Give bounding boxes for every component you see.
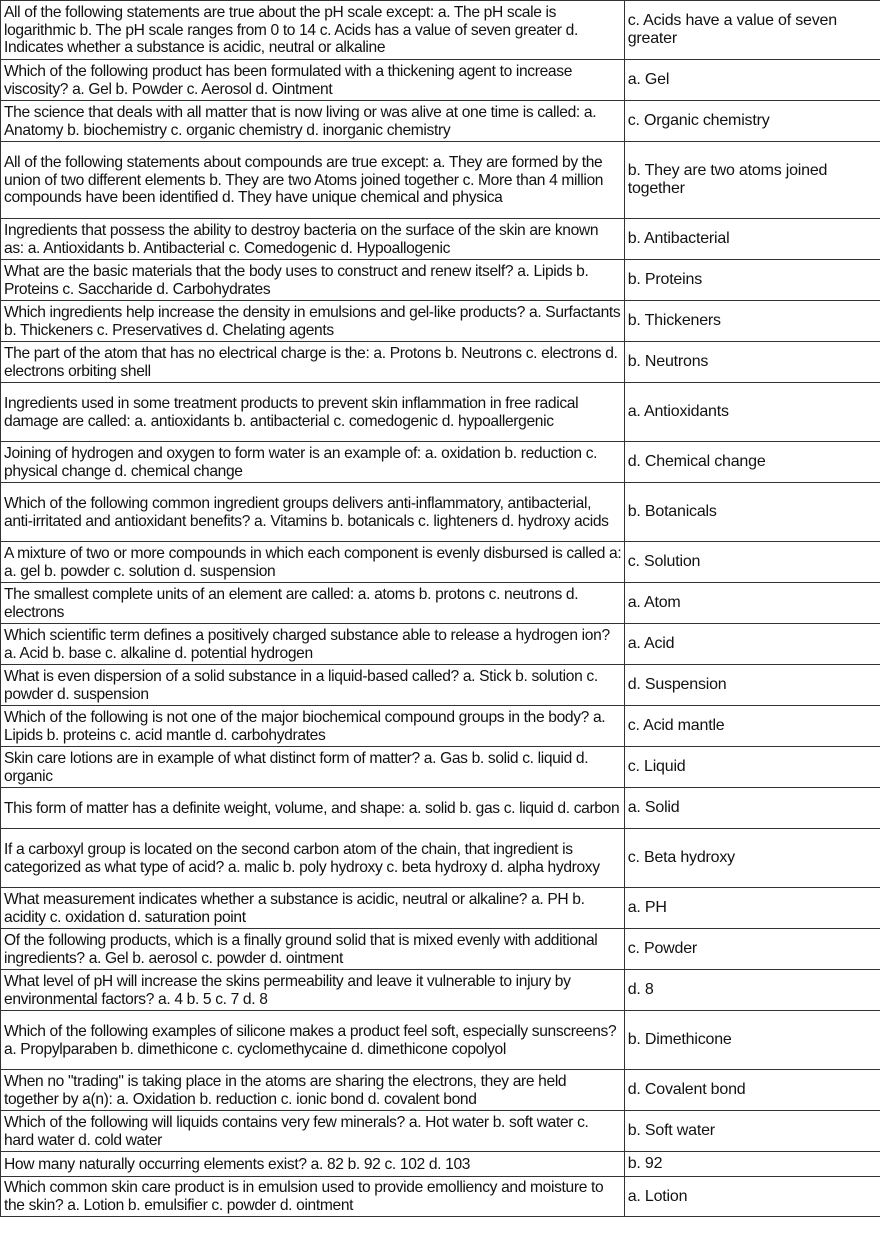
table-row: [1, 142, 880, 219]
answer-cell: [624, 260, 880, 301]
question-text: A mixture of two or more compounds in which each component is evenly disbursed is called a: a. gel b. powder c. solution d. suspension: [4, 544, 622, 580]
qa-table-body: [1, 1, 880, 1217]
question-text: Which of the following product has been formulated with a thickening agent to increase viscosity? a. Gel b. Powder c. Aerosol d. Ointment: [4, 62, 573, 98]
table-row: [1, 1, 880, 60]
question-cell: [1, 788, 625, 829]
table-row: [1, 442, 880, 483]
answer-text: d. Suspension: [627, 676, 727, 694]
question-cell: [1, 888, 625, 929]
answer-text: d. Chemical change: [627, 453, 766, 471]
answer-text: a. Antioxidants: [627, 403, 729, 421]
answer-text: d. Covalent bond: [627, 1081, 746, 1099]
question-cell: [1, 929, 625, 970]
answer-cell: [624, 142, 880, 219]
answer-cell: [624, 442, 880, 483]
table-row: [1, 583, 880, 624]
answer-cell: [624, 1011, 880, 1070]
question-cell: [1, 260, 625, 301]
question-cell: [1, 747, 625, 788]
answer-text: b. Proteins: [627, 271, 702, 289]
answer-cell: [624, 888, 880, 929]
answer-text: c. Liquid: [627, 758, 686, 776]
table-row: [1, 1177, 880, 1217]
question-text: The science that deals with all matter that is now living or was alive at one time is called: a. Anatomy b. biochemistry c. organic chemistry d. inorganic chemistry: [4, 103, 597, 139]
answer-text: b. Neutrons: [627, 353, 709, 371]
answer-text: b. They are two atoms joined together: [627, 162, 828, 197]
answer-cell: [624, 1111, 880, 1152]
table-row: [1, 60, 880, 101]
question-text: Which common skin care product is in emulsion used to provide emolliency and moisture to the skin? a. Lotion b. emulsifier c. powder d. ointment: [4, 1179, 604, 1214]
question-text: All of the following statements about compounds are true except: a. They are formed by the union of two different elements b. They are two Atoms joined together c. More than 4 million compounds have been identified d. They have unique chemical and physica: [4, 154, 604, 207]
table-row: [1, 301, 880, 342]
table-row: [1, 101, 880, 142]
question-cell: [1, 665, 625, 706]
answer-cell: [624, 219, 880, 260]
question-text: When no "trading" is taking place in the atoms are sharing the electrons, they are held together by a(n): a. Oxidation b. reduction c. ionic bond d. covalent bond: [4, 1072, 567, 1108]
answer-cell: [624, 101, 880, 142]
question-cell: [1, 1111, 625, 1152]
table-row: [1, 1111, 880, 1152]
answer-cell: [624, 788, 880, 829]
question-text: Ingredients used in some treatment products to prevent skin inflammation in free radical damage are called: a. antioxidants b. antibacterial c. comedogenic d. hypoallergenic: [4, 394, 579, 430]
table-row: [1, 970, 880, 1011]
question-text: Which of the following common ingredient groups delivers anti-inflammatory, antibacterial, anti-irritated and antioxidant benefits? a. Vitamins b. botanicals c. lighteners d. hydroxy acids: [4, 494, 609, 530]
answer-cell: [624, 1070, 880, 1111]
answer-text: b. Dimethicone: [627, 1031, 732, 1049]
question-text: Of the following products, which is a finally ground solid that is mixed evenly with additional ingredients? a. Gel b. aerosol c. powder d. ointment: [4, 931, 598, 967]
table-row: [1, 1011, 880, 1070]
answer-text: c. Acid mantle: [627, 717, 725, 735]
answer-cell: [624, 665, 880, 706]
question-cell: [1, 101, 625, 142]
table-row: [1, 929, 880, 970]
answer-text: a. Gel: [627, 71, 670, 89]
question-cell: [1, 60, 625, 101]
answer-text: c. Beta hydroxy: [627, 849, 735, 867]
question-cell: [1, 624, 625, 665]
question-text: This form of matter has a definite weight, volume, and shape: a. solid b. gas c. liquid d. carbon: [4, 799, 620, 817]
question-text: What measurement indicates whether a substance is acidic, neutral or alkaline? a. PH b. acidity c. oxidation d. saturation point: [4, 890, 585, 926]
answer-text: b. Antibacterial: [627, 230, 730, 248]
table-row: [1, 665, 880, 706]
question-text: All of the following statements are true about the pH scale except: a. The pH scale is logarithmic b. The pH scale ranges from 0 to 14 c. Acids has a value of seven greater d. Indicates whether a substance is acidic, neutral or alkaline: [4, 4, 578, 57]
table-row: [1, 260, 880, 301]
answer-cell: [624, 342, 880, 383]
answer-text: c. Solution: [627, 553, 701, 571]
answer-text: a. Solid: [627, 799, 680, 817]
question-text: The smallest complete units of an element are called: a. atoms b. protons c. neutrons d. electrons: [4, 585, 579, 621]
answer-cell: [624, 1152, 880, 1177]
question-text: What level of pH will increase the skins permeability and leave it vulnerable to injury by environmental factors? a. 4 b. 5 c. 7 d. 8: [4, 972, 571, 1008]
question-cell: [1, 301, 625, 342]
question-cell: [1, 1070, 625, 1111]
table-row: [1, 483, 880, 542]
answer-text: b. Botanicals: [627, 503, 717, 521]
question-cell: [1, 542, 625, 583]
answer-text: b. Thickeners: [627, 312, 721, 330]
question-text: Which of the following examples of silicone makes a product feel soft, especially sunscreens? a. Propylparaben b. dimethicone c. cyclomethycaine d. dimethicone copolyol: [4, 1022, 617, 1058]
answer-cell: [624, 829, 880, 888]
answer-text: a. PH: [627, 899, 667, 917]
question-text: Ingredients that possess the ability to destroy bacteria on the surface of the skin are known as: a. Antioxidants b. Antibacterial c. Comedogenic d. Hypoallogenic: [4, 221, 599, 257]
table-row: [1, 888, 880, 929]
answer-text: c. Powder: [627, 940, 698, 958]
table-row: [1, 342, 880, 383]
question-text: How many naturally occurring elements exist? a. 82 b. 92 c. 102 d. 103: [4, 1155, 471, 1173]
question-text: The part of the atom that has no electrical charge is the: a. Protons b. Neutrons c. electrons d. electrons orbiting shell: [4, 344, 618, 380]
answer-cell: [624, 624, 880, 665]
answer-cell: [624, 483, 880, 542]
table-row: [1, 624, 880, 665]
answer-text: c. Organic chemistry: [627, 112, 770, 130]
table-row: [1, 788, 880, 829]
table-row: [1, 1152, 880, 1177]
answer-text: a. Acid: [627, 635, 675, 653]
question-cell: [1, 829, 625, 888]
question-cell: [1, 1177, 625, 1217]
question-cell: [1, 442, 625, 483]
answer-cell: [624, 542, 880, 583]
answer-cell: [624, 60, 880, 101]
answer-cell: [624, 706, 880, 747]
question-text: If a carboxyl group is located on the second carbon atom of the chain, that ingredient is categorized as what type of acid? a. malic b. poly hydroxy c. beta hydroxy d. alpha hydroxy: [4, 840, 600, 876]
question-text: Which of the following is not one of the major biochemical compound groups in the body? a. Lipids b. proteins c. acid mantle d. carbohydrates: [4, 708, 606, 744]
answer-cell: [624, 1177, 880, 1217]
question-cell: [1, 583, 625, 624]
question-cell: [1, 383, 625, 442]
question-text: Joining of hydrogen and oxygen to form water is an example of: a. oxidation b. reduction c. physical change d. chemical change: [4, 444, 598, 480]
answer-cell: [624, 747, 880, 788]
question-cell: [1, 1011, 625, 1070]
question-cell: [1, 1152, 625, 1177]
question-cell: [1, 970, 625, 1011]
answer-text: d. 8: [627, 981, 654, 999]
question-text: Which ingredients help increase the density in emulsions and gel-like products? a. Surfactants b. Thickeners c. Preservatives d. Chelating agents: [4, 303, 621, 339]
answer-text: a. Lotion: [627, 1187, 688, 1205]
question-text: Which scientific term defines a positively charged substance able to release a hydrogen ion? a. Acid b. base c. alkaline d. potential hydrogen: [4, 626, 610, 662]
question-cell: [1, 706, 625, 747]
question-cell: [1, 1, 625, 60]
question-text: What is even dispersion of a solid substance in a liquid-based called? a. Stick b. solution c. powder d. suspension: [4, 667, 598, 703]
question-text: Which of the following will liquids contains very few minerals? a. Hot water b. soft water c. hard water d. cold water: [4, 1113, 589, 1149]
table-row: [1, 829, 880, 888]
answer-cell: [624, 583, 880, 624]
answer-cell: [624, 929, 880, 970]
table-row: [1, 747, 880, 788]
table-row: [1, 706, 880, 747]
answer-cell: [624, 301, 880, 342]
question-cell: [1, 219, 625, 260]
table-row: [1, 383, 880, 442]
question-text: What are the basic materials that the body uses to construct and renew itself? a. Lipids b. Proteins c. Saccharide d. Carbohydrates: [4, 262, 589, 298]
answer-cell: [624, 383, 880, 442]
question-cell: [1, 483, 625, 542]
question-cell: [1, 342, 625, 383]
answer-cell: [624, 970, 880, 1011]
question-cell: [1, 142, 625, 219]
answer-text: b. Soft water: [627, 1122, 715, 1140]
answer-text: c. Acids have a value of seven greater: [627, 12, 837, 47]
table-row: [1, 542, 880, 583]
answer-cell: [624, 1, 880, 60]
table-row: [1, 219, 880, 260]
question-text: Skin care lotions are in example of what distinct form of matter? a. Gas b. solid c. liquid d. organic: [4, 749, 589, 785]
answer-text: b. 92: [627, 1155, 663, 1173]
table-row: [1, 1070, 880, 1111]
answer-text: a. Atom: [627, 594, 681, 612]
